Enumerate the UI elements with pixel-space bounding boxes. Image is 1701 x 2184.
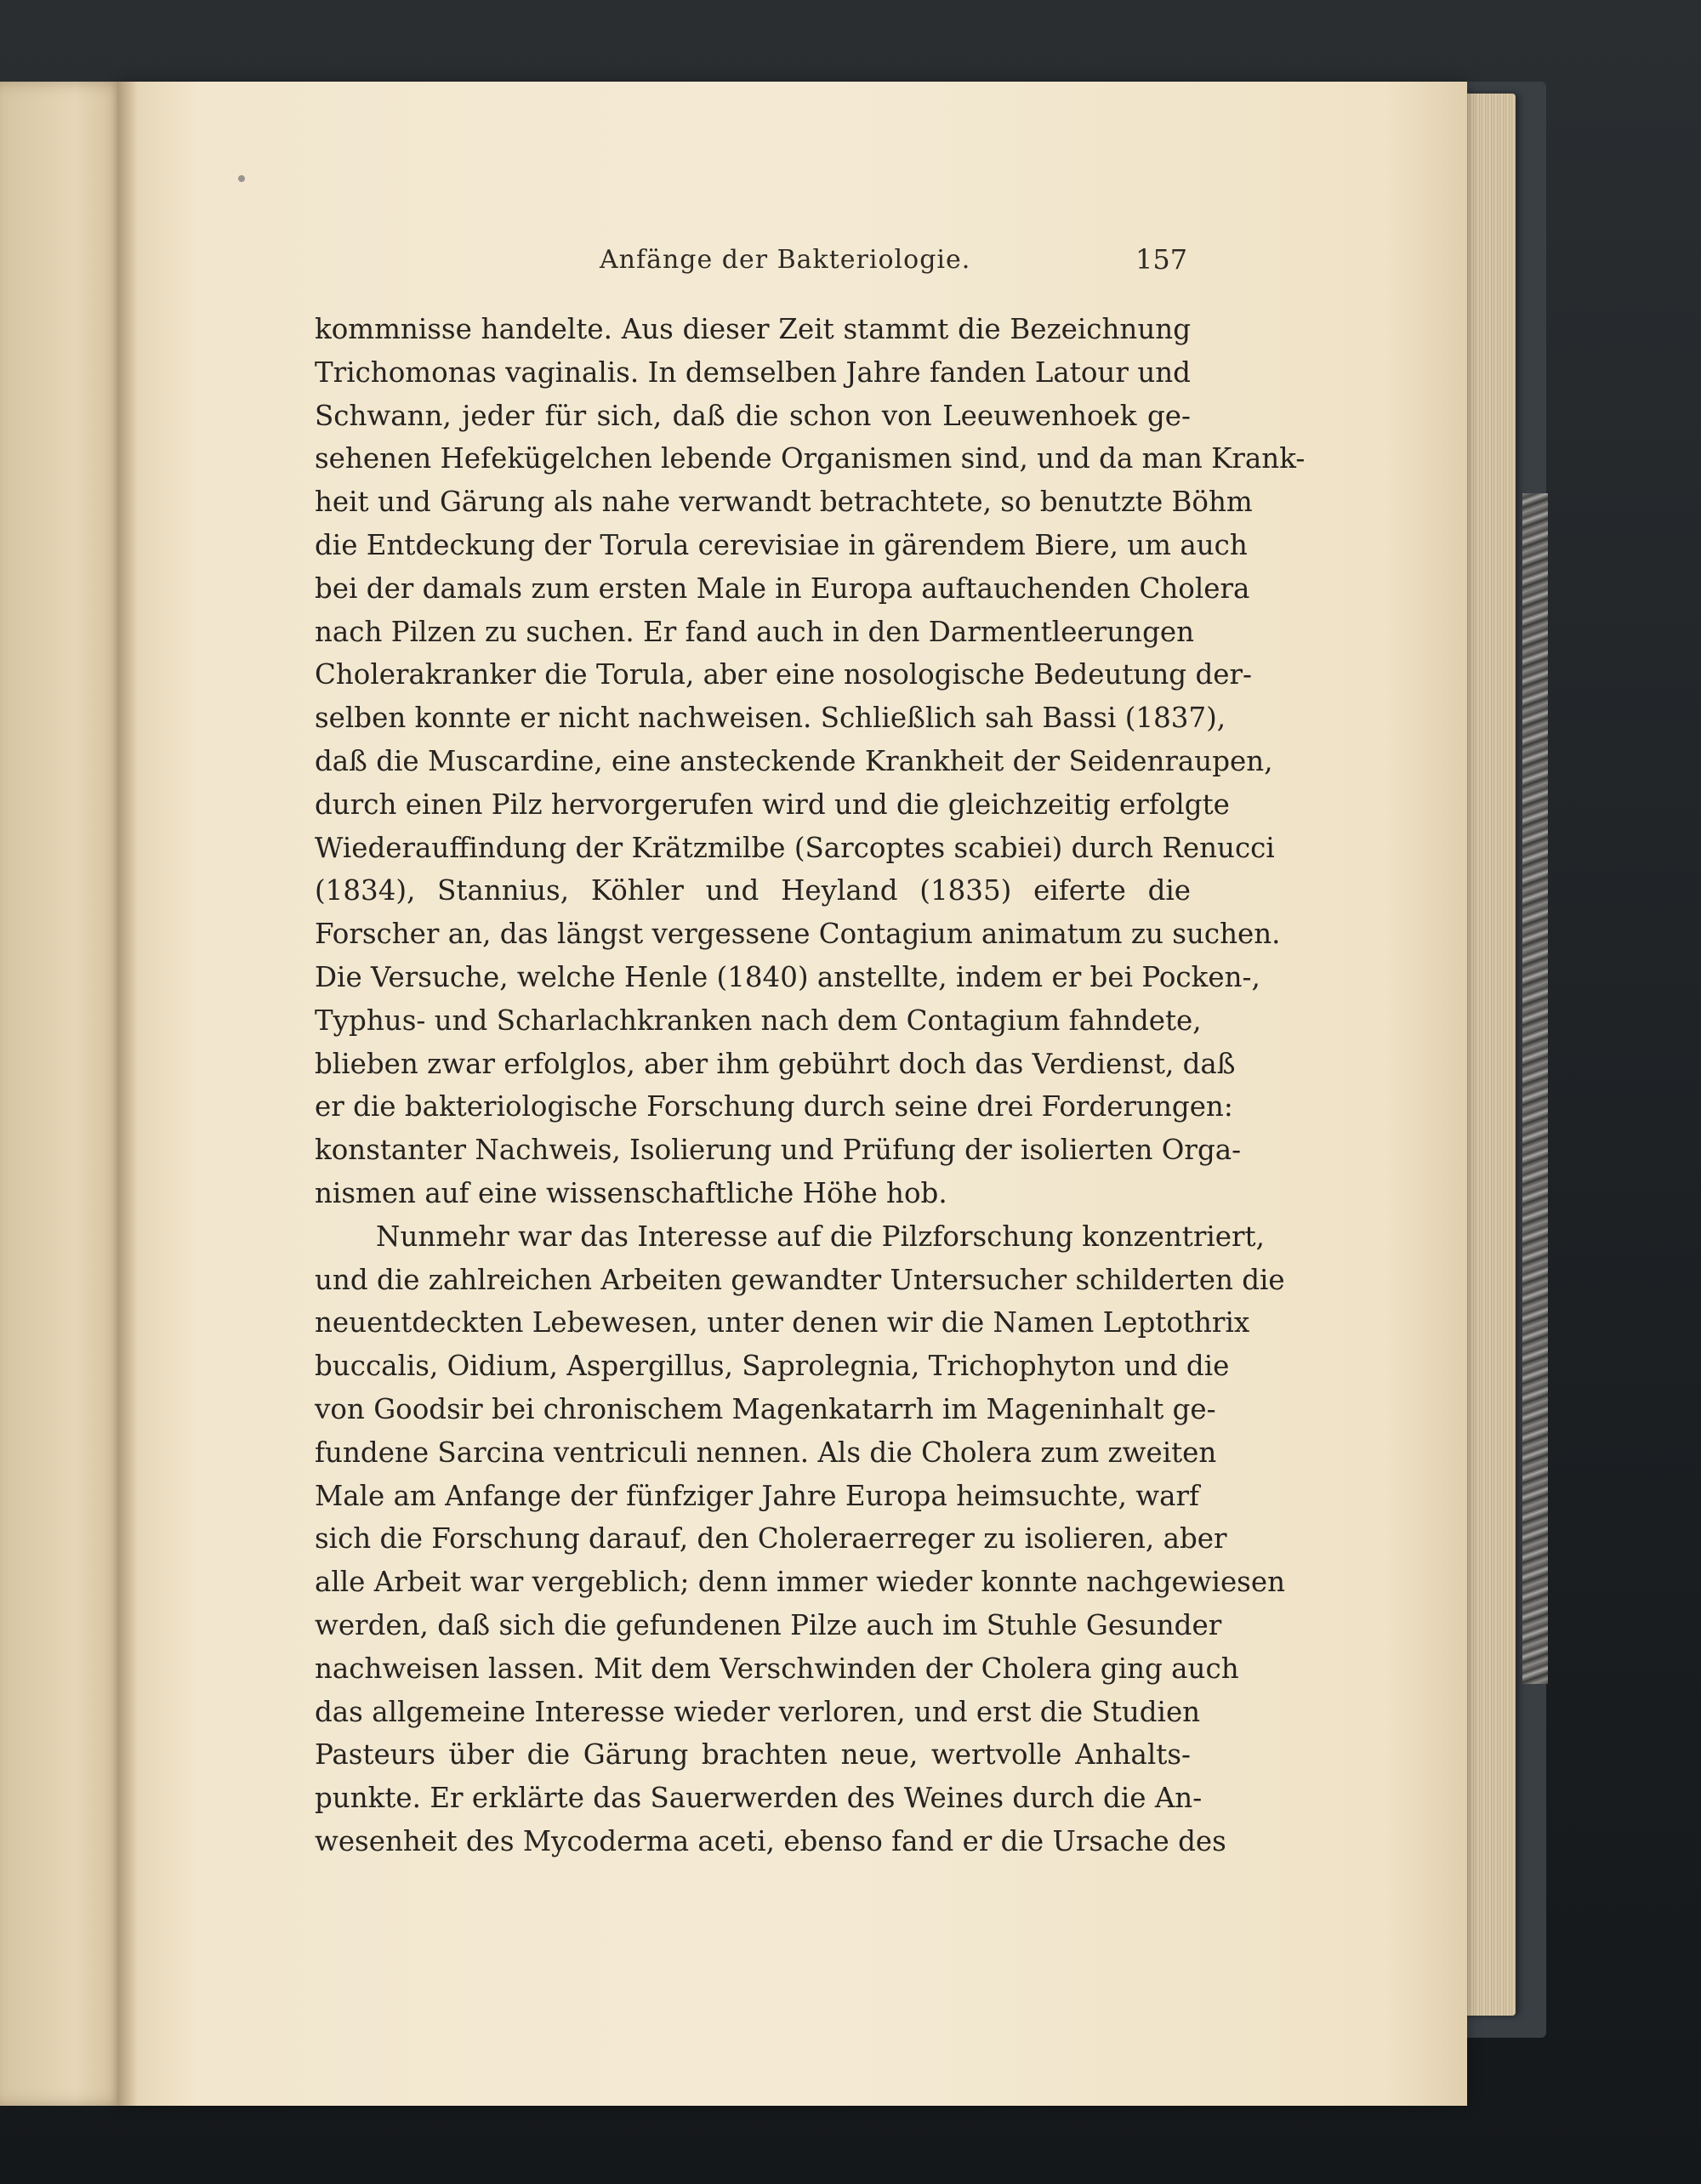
text-line: selben konnte er nicht nachweisen. Schließlich sah Bassi (1837), <box>315 702 1226 735</box>
text-line: nach Pilzen zu suchen. Er fand auch in den Darmentleerungen <box>315 615 1195 648</box>
text-line: nachweisen lassen. Mit dem Verschwinden der Cholera ging auch <box>315 1652 1239 1685</box>
text-line: bei der damals zum ersten Male in Europa auftauchenden Cholera <box>315 572 1250 605</box>
marbled-edge <box>1522 493 1548 1684</box>
text-line: das allgemeine Interesse wieder verloren, und erst die Studien <box>315 1695 1201 1728</box>
page-gutter-shadow <box>119 82 138 2106</box>
text-line: punkte. Er erklärte das Sauerwerden des Weines durch die An- <box>315 1782 1203 1815</box>
text-line: kommnisse handelte. Aus dieser Zeit stammt die Bezeichnung <box>315 313 1191 345</box>
text-line: von Goodsir bei chronischem Magenkatarrh im Mageninhalt ge- <box>315 1392 1216 1425</box>
text-line: konstanter Nachweis, Isolierung und Prüfung der isolierten Orga- <box>315 1134 1242 1167</box>
left-page-sliver <box>0 82 136 2106</box>
text-line: heit und Gärung als nahe verwandt betrachtete, so benutzte Böhm <box>315 486 1253 519</box>
paragraph-1 <box>315 308 1306 1215</box>
page-number: 157 <box>1135 243 1188 276</box>
body-text <box>315 308 1306 1863</box>
text-line: buccalis, Oidium, Aspergillus, Saprolegnia, Trichophyton und die <box>315 1350 1230 1383</box>
text-line: Wiederauffindung der Krätzmilbe (Sarcoptes scabiei) durch Renucci <box>315 831 1275 864</box>
text-line: daß die Muscardine, eine ansteckende Krankheit der Seidenraupen, <box>315 744 1273 777</box>
text-line: Male am Anfange der fünfziger Jahre Europa heimsuchte, warf <box>315 1479 1200 1512</box>
text-line: neuentdeckten Lebewesen, unter denen wir die Namen Leptothrix <box>315 1306 1250 1339</box>
text-line: blieben zwar erfolglos, aber ihm gebührt doch das Verdienst, daß <box>315 1047 1236 1080</box>
text-line: sich die Forschung darauf, den Choleraerreger zu isolieren, aber <box>315 1522 1227 1556</box>
text-line: er die bakteriologische Forschung durch seine drei Forderungen: <box>315 1090 1233 1123</box>
text-line: Nunmehr war das Interesse auf die Pilzforschung konzentriert, <box>376 1220 1265 1253</box>
text-line: alle Arbeit war vergeblich; denn immer wieder konnte nachgewiesen <box>315 1566 1286 1599</box>
text-line: Die Versuche, welche Henle (1840) anstellte, indem er bei Pocken-, <box>315 960 1260 993</box>
text-line: Trichomonas vaginalis. In demselben Jahre fanden Latour und <box>315 355 1191 389</box>
text-line: Pasteurs über die Gärung brachten neue, wertvolle Anhalts- <box>315 1738 1191 1772</box>
text-line: Typhus- und Scharlachkranken nach dem Contagium fahndete, <box>315 1004 1202 1037</box>
text-line: Schwann, jeder für sich, daß die schon von Leeuwenhoek ge- <box>315 399 1191 432</box>
text-line: wesenheit des Mycoderma aceti, ebenso fand er die Ursache des <box>315 1824 1226 1857</box>
running-head: Anfänge der Bakteriologie. <box>600 245 971 275</box>
text-line: sehenen Hefekügelchen lebende Organismen sind, und da man Krank- <box>315 442 1306 475</box>
text-line: werden, daß sich die gefundenen Pilze auch im Stuhle Gesunder <box>315 1608 1222 1641</box>
paper-speck <box>238 175 245 182</box>
text-line: nismen auf eine wissenschaftliche Höhe hob. <box>315 1176 947 1209</box>
text-line: Forscher an, das längst vergessene Contagium animatum zu suchen. <box>315 918 1281 951</box>
text-line: durch einen Pilz hervorgerufen wird und die gleichzeitig erfolgte <box>315 788 1230 821</box>
text-line: fundene Sarcina ventriculi nennen. Als die Cholera zum zweiten <box>315 1436 1217 1469</box>
text-line: die Entdeckung der Torula cerevisiae in gärendem Biere, um auch <box>315 528 1248 561</box>
text-line: Cholerakranker die Torula, aber eine nosologische Bedeutung der- <box>315 658 1253 691</box>
text-line: (1834), Stannius, Köhler und Heyland (1835) eiferte die <box>315 874 1191 907</box>
paragraph-2 <box>315 1215 1286 1863</box>
text-line: und die zahlreichen Arbeiten gewandter Untersucher schilderten die <box>315 1263 1285 1296</box>
